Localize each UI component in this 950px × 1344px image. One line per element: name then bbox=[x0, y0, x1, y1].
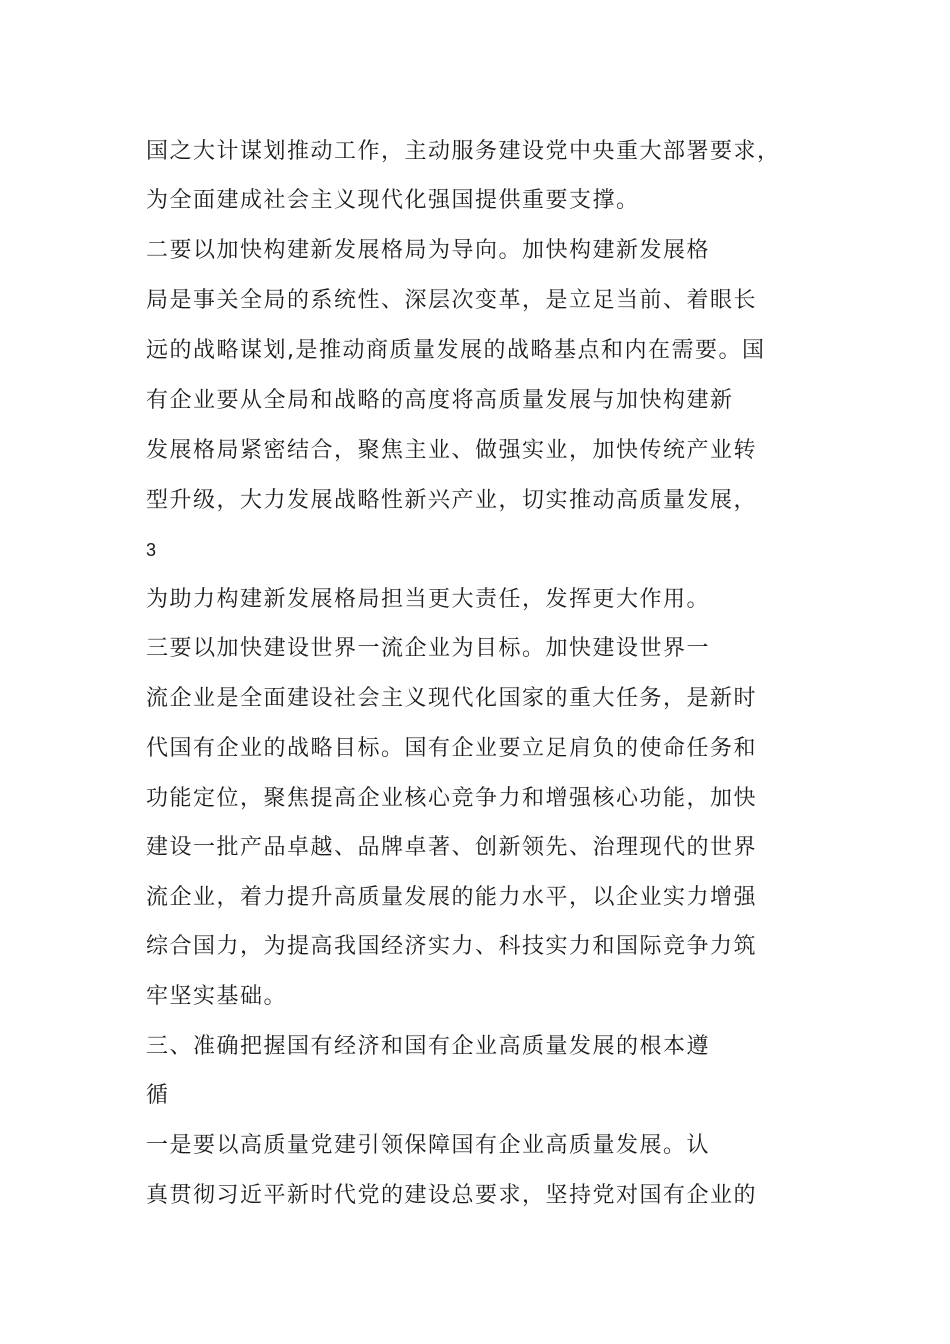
text-line: 发展格局紧密结合，聚焦主业、做强实业，加快传统产业转 bbox=[146, 438, 758, 463]
text-line: 功能定位，聚焦提高企业核心竞争力和增强核心功能，加快 bbox=[146, 786, 758, 811]
section-heading: 循 bbox=[146, 1083, 170, 1108]
text-line: 型升级，大力发展战略性新兴产业，切实推动高质量发展， bbox=[146, 488, 758, 513]
text-line: 为全面建成社会主义现代化强国提供重要支撑。 bbox=[146, 188, 640, 213]
text-line: 有企业要从全局和战略的高度将高质量发展与加快构建新 bbox=[146, 388, 734, 413]
text-line: 建设一批产品卓越、品牌卓著、创新领先、治理现代的世界 bbox=[146, 835, 758, 860]
text-line: 国之大计谋划推动工作，主动服务建设党中央重大部署要求， bbox=[146, 139, 781, 164]
page-number: 3 bbox=[146, 540, 157, 560]
text-line: 真贯彻习近平新时代党的建设总要求，坚持党对国有企业的 bbox=[146, 1183, 758, 1208]
text-line: 流企业，着力提升高质量发展的能力水平，以企业实力增强 bbox=[146, 885, 758, 910]
section-heading: 三、准确把握国有经济和国有企业高质量发展的根本遵 bbox=[146, 1034, 711, 1059]
text-line: 为助力构建新发展格局担当更大责任，发挥更大作用。 bbox=[146, 587, 711, 612]
text-line: 远的战略谋划,是推动商质量发展的战略基点和内在需要。国 bbox=[146, 338, 766, 363]
text-line: 局是事关全局的系统性、深层次变革，是立足当前、着眼长 bbox=[146, 288, 758, 313]
text-line: 综合国力，为提高我国经济实力、科技实力和国际竞争力筑 bbox=[146, 934, 758, 959]
text-line: 三要以加快建设世界一流企业为目标。加快建设世界一 bbox=[146, 636, 711, 661]
text-line: 一是要以高质量党建引领保障国有企业高质量发展。认 bbox=[146, 1133, 711, 1158]
text-line: 牢坚实基础。 bbox=[146, 984, 288, 1009]
text-line: 流企业是全面建设社会主义现代化国家的重大任务，是新时 bbox=[146, 686, 758, 711]
text-line: 代国有企业的战略目标。国有企业要立足肩负的使命任务和 bbox=[146, 736, 758, 761]
text-line: 二要以加快构建新发展格局为导向。加快构建新发展格 bbox=[146, 238, 711, 263]
